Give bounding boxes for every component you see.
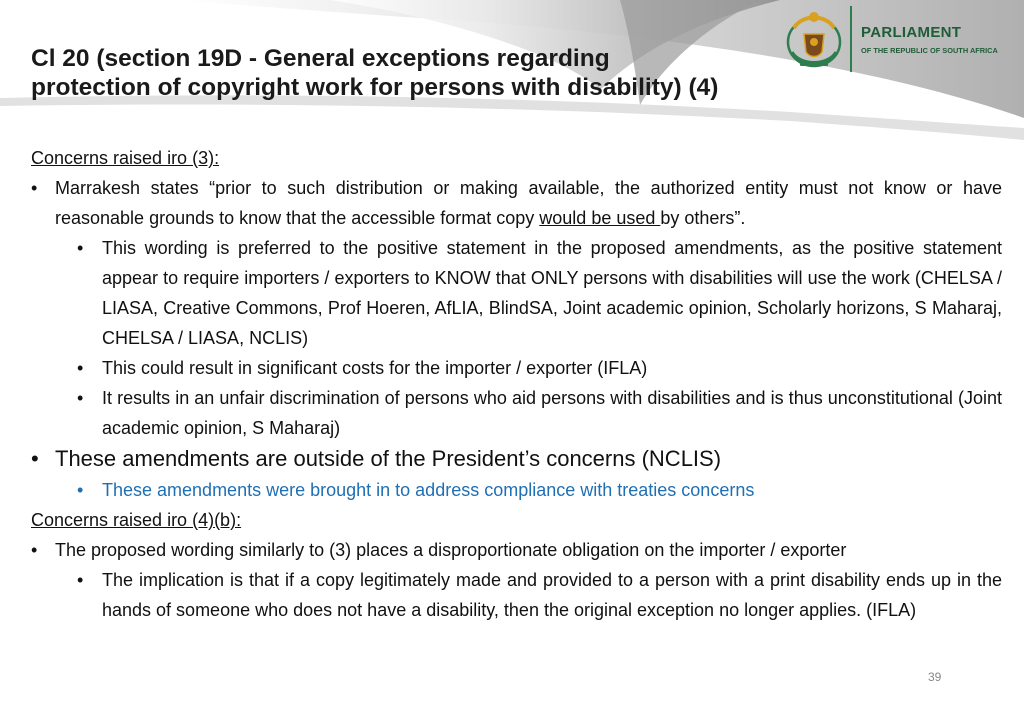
bullet-marrakesh-text-pre: Marrakesh states “prior to such distribution or making available, the authorized entity must not know or have reasonable grounds to know that the accessible format copy xyxy=(55,178,1002,228)
parliament-name: PARLIAMENT xyxy=(861,24,962,41)
slide-content xyxy=(31,143,1002,625)
slide-title-line-2: protection of copyright work for persons with disability) (4) xyxy=(31,74,719,101)
bullet-marrakesh-underlined: would be used xyxy=(539,208,661,228)
bullet-president-concerns: • These amendments are outside of the President’s concerns (NCLIS) xyxy=(31,443,1002,475)
section-heading-iro-4b: Concerns raised iro (4)(b): xyxy=(31,510,242,530)
page-number: 39 xyxy=(928,670,942,684)
logo-divider xyxy=(850,6,852,72)
sub-bullet-unfair-discrimination: • It results in an unfair discrimination of persons who aid persons with disabilities and is thus unconstitutional (Joint academic opinion, S Maharaj) xyxy=(31,383,1002,443)
parliament-logo xyxy=(782,6,1024,74)
sub-bullet-implication: • The implication is that if a copy legitimately made and provided to a person with a print disability ends up in the hands of someone who does not have a disability, then the original exception no longer applies. (IFLA) xyxy=(31,565,1002,625)
bullet-marrakesh-text-post: by others”. xyxy=(660,208,746,228)
bullet-marrakesh xyxy=(31,173,1002,233)
coat-of-arms-icon xyxy=(782,8,846,72)
parliament-subtitle: OF THE REPUBLIC OF SOUTH AFRICA xyxy=(861,46,998,55)
section-heading-iro-3: Concerns raised iro (3): xyxy=(31,148,220,168)
slide-title xyxy=(31,44,831,102)
bullet-disproportionate-obligation: • The proposed wording similarly to (3) places a disproportionate obligation on the importer / exporter xyxy=(31,535,1002,565)
sub-bullet-significant-costs: • This could result in significant costs for the importer / exporter (IFLA) xyxy=(31,353,1002,383)
sub-bullet-preferred-wording: • This wording is preferred to the positive statement in the proposed amendments, as the positive statement appear to require importers / exporters to KNOW that ONLY persons with disabilities will use the work (CHELSA / LIASA, Creative Commons, Prof Hoeren, AfLIA, BlindSA, Joint academic opinion, Scholarly horizons, S Maharaj, CHELSA / LIASA, NCLIS) xyxy=(31,233,1002,353)
slide-title-line-1: Cl 20 (section 19D - General exceptions regarding xyxy=(31,45,610,72)
sub-bullet-treaties-compliance: • These amendments were brought in to address compliance with treaties concerns xyxy=(31,475,1002,505)
